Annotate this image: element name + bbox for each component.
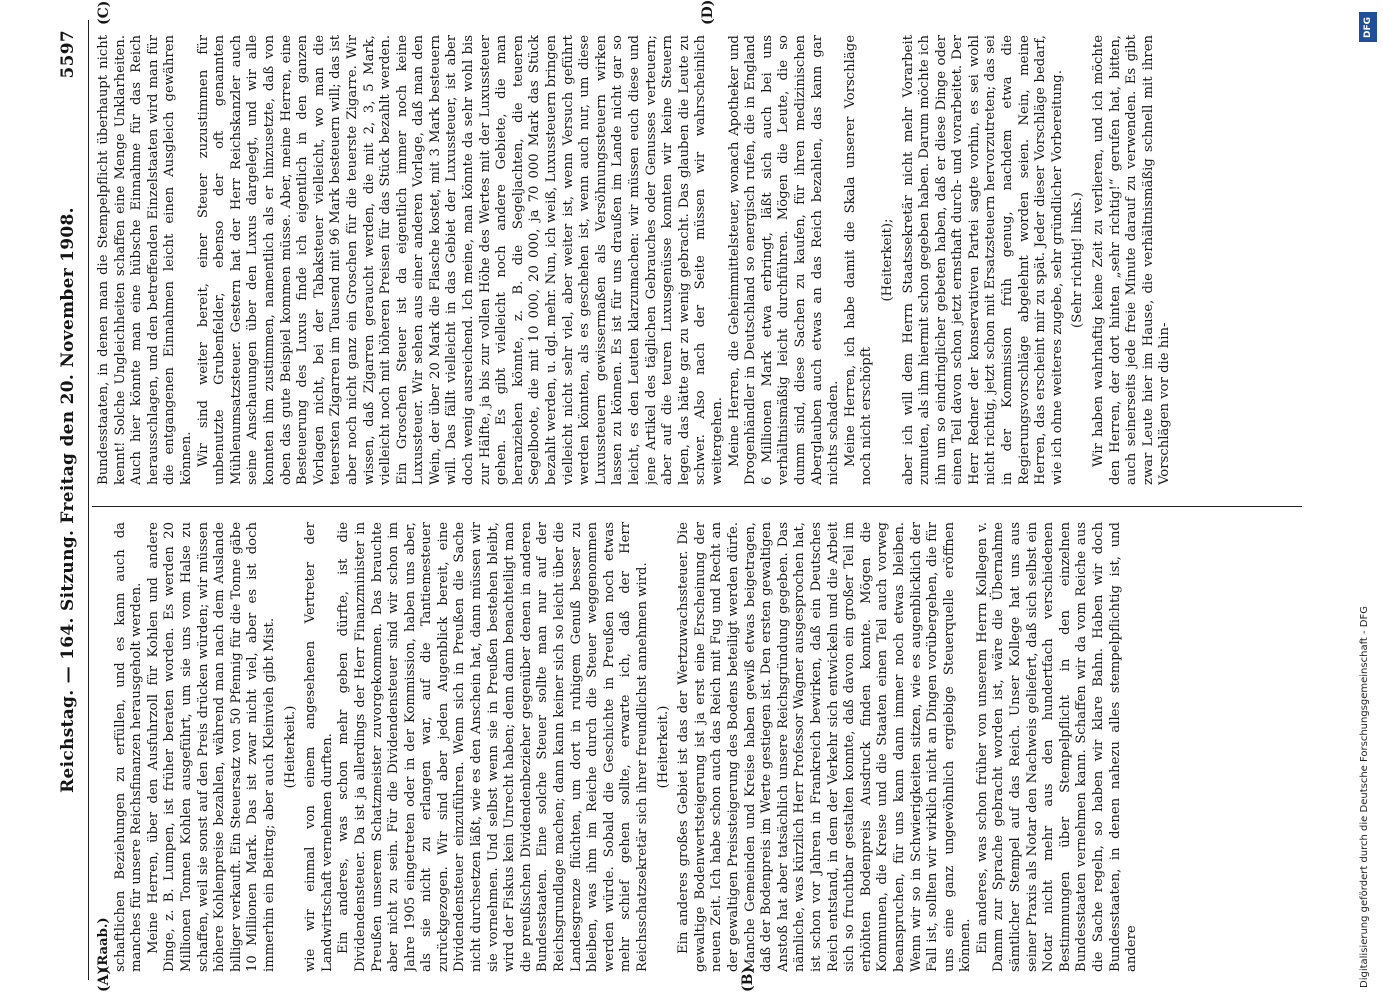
page-number: 5597 [58,30,78,79]
header-title: Reichstag. — 164. Sitzung. Freitag den 20. November 1908. [58,207,78,793]
digitization-note [1357,6,1377,994]
paragraph: Meine Herren, über den Ausfuhrzoll für Kohlen und andere Dinge, z. B. Lumpen, ist früher beraten worden. Es werden 20 Millionen Tonnen Kohlen ausgeführt, um sie uns vom Halse zu schaffen, weil sie sonst auf den Preis drücken würden; wir müssen höhere Kohlenpreise bezahlen, während man nach dem Auslande billiger verkauft. Ein Steuersatz von 50 Pfennig für die Tonne gäbe 10 Millionen Mark. Das ist zwar nicht viel, aber es ist doch immerhin ein Beitrag; aber auch Kleinvieh gibt Mist. [145,522,277,972]
paragraph: Wir haben wahrhaftig keine Zeit zu verlieren, und ich möchte den Herren, der dort hinten „sehr richtig!“ gerufen hat, bitten, auch seinerseits jede freie Minute darauf zu verwenden. Es gibt zwar Leute hier im Hause, die verhältnismäßig schnell mit ihren Vorschlägen vor die hin- [1091,35,1173,485]
paragraph: Meine Herren, ich habe damit die Skala unserer Vorschläge noch nicht erschöpft [842,35,875,485]
interjection: (Sehr richtig! links.) [1070,192,1086,328]
interjection: (Heiterkeit); [879,218,895,302]
paragraph: Ein anderes, was schon mehr geben dürfte, ist die Dividendensteuer. Da ist ja allerdings der Herr Finanzminister in Preußen unserem Schatzmeister zuvorgekommen. Das brauchte aber nicht zu sein. Für die Dividendensteuer sind wir schon im Jahre 1905 eingetreten oder in der Kommission, haben uns aber, als sie nicht zu erlangen war, auf die Tantiemesteuer zurückgezogen. Wir sind aber jeden Augenblick bereit, eine Dividendensteuer einzuführen. Wenn sich in Preußen die Sache nicht durchsetzen läßt, wie es den Anschein hat, dann müssen wir sie vornehmen. Und selbst wenn sie in Preußen bestehen bleibt, wird der Fiskus kein Unrecht haben; denn dann benachteiligt man die preußischen Dividendenbezieher gegenüber denen in anderen Bundesstaaten. Eine solche Steuer sollte man nur auf der Reichsgrundlage machen; dann kann keiner sich so leicht über die Landesgrenze flüchten, um dort in ruhigem Genuß besser zu bleiben, was ihm im Reiche durch die Steuer weggenommen werden würde. Sobald die Geschichte in Preußen noch etwas mehr schief gehen sollte, erwarte ich, daß der Herr Reichsschatzsekretär sich ihrer freundlichst annehmen wird. [336,522,650,972]
paragraph: Bundesstaaten, in denen man die Stempelpflicht überhaupt nicht kennt! Solche Ungleichheiten schaffen eine Menge Unklarheiten. Auch hier könnte man eine hübsche Einnahme für das Reich herausschlagen, und den betreffenden Einzelstaaten wird man für die entgangenen Einnahmen leicht einen Ausgleich gewähren können. [96,35,194,485]
page-header [54,30,82,970]
margin-letter-c: (C) [96,0,112,25]
paragraph: Ein anderes großes Gebiet ist das der Wertzuwachssteuer. Die gewaltige Bodenwertsteigerung ist ja erst eine Erscheinung der neuen Zeit. Ich habe schon auch das Reich mit Fug und Recht an der gewaltigen Preissteigerung des Bodens beteiligt werden dürfe. Manche Gemeinden und Kreise haben gewiß etwas beigetragen, daß der Bodenpreis im Werte gestiegen ist. Den ersten gewaltigen Anstoß hat aber tatsächlich unsere Reichsgründung gegeben. Das nämliche, was kürzlich Herr Professor Wagner ausgesprochen hat, ist schon vor Jahren in Frankreich bewirken, daß ein Deutsches Reich entstand, in dem der Verkehr sich entwickeln und die Arbeit sich so fruchtbar gestalten konnte, daß davon ein großer Teil im erhöhten Bodenpreis Ausdruck finden konnte. Mögen die Kommunen, die Kreise und die Staaten einen Teil auch vorweg beanspruchen, für uns kann dann immer noch etwas bleiben. Wenn wir so in Schwierigkeiten sitzen, wie es augenblicklich der Fall ist, sollten wir wirklich nicht an Dingen vorübergehen, die für uns eine ganz ungewöhnlich ergiebige Steuerquelle eröffnen können. [676,522,974,972]
paragraph: wie wir einmal von einem angesehenen Vertreter der Landwirtschaft vernehmen durften. [303,522,335,972]
speaker-name: (Raab.) [96,917,111,972]
paragraph: Meine Herren, die Geheimmittelsteuer, wonach Apotheker und Drogenhändler in Deutschland so energisch rufen, die in England 6 Millionen Mark etwa erbringt, läßt sich auch bei uns verhältnismäßig leicht durchführen. Mögen die Leute, die so dumm sind, diese Sachen zu kaufen, für ihren medizinischen Aberglauben auch etwas an das Reich bezahlen, das kann gar nichts schaden. [726,35,842,485]
margin-letter-d: (D) [700,0,716,25]
interjection: (Heiterkeit.) [655,705,671,789]
left-column [96,522,1296,972]
paragraph: Ein anderes, was schon früher von unserem Herrn Kollegen v. Damm zur Sprache gebracht worden ist, wäre die Übernahme sämtlicher Stempel auf das Reich. Unser Kollege hat uns aus seiner Praxis als Notar den Nachweis geliefert, daß sich selbst ein Notar nicht mehr aus den hundertfach verschiedenen Bestimmungen über Stempelpflicht in den einzelnen Bundesstaaten vernehmen kann. Schaffen wir da vom Reiche aus die Sache regeln, so haben wir klare Bahn. Haben wir doch Bundesstaaten, in denen nahezu alles stempelpflichtig ist, und andere [974,522,1140,972]
paragraph: schaftlichen Beziehungen zu erfüllen, und es kann auch da manches für unsere Reichsfinanzen herausgeholt werden. [112,522,145,972]
column-divider [92,506,1302,507]
interjection: (Heiterkeit.) [282,705,298,789]
dfg-logo: DFG [1359,12,1377,42]
right-column [96,35,1296,485]
margin-letter-a: (A) [96,967,112,992]
digitization-credit: Digitalisierung gefördert durch die Deutsche Forschungsgemeinschaft - DFG [1359,605,1370,988]
paragraph: Wir sind weiter bereit, einer Steuer zuzustimmen für unbenutzte Grubenfelder, ebenso der oft genannten Mühlenumsatzsteuer. Gestern hat der Herr Reichskanzler auch seine Anschauungen über den Luxus dargelegt, und wir alle konnten ihm zustimmen, namentlich als er hinzusetzte, daß von oben das gute Beispiel kommen müsse. Aber, meine Herren, eine Besteuerung des Luxus finde ich eigentlich in den ganzen Vorlagen nicht, bei der Tabaksteuer vielleicht, wo man die teuersten Zigarren im Tausend mit 96 Mark besteuern will; das ist aber noch nicht ganz ein Groschen für die teuerste Zigarre. Wir wissen, daß Zigarren geraucht werden, die mit 2, 3, 5 Mark, vielleicht noch mit höheren Preisen für das Stück bezahlt werden. Ein Groschen Steuer ist da eigentlich immer noch keine Luxussteuer. Wir sehen aus einer anderen Vorlage, daß man den Wein, der über 20 Mark die Flasche kostet, mit 3 Mark besteuern will. Das fällt vielleicht in das Gebiet der Luxussteuer, ist aber doch wenig ausreichend. Ich meine, man könnte da sehr wohl bis zur Hälfte, ja bis zur vollen Höhe des Wertes mit der Luxussteuer gehen. Es gibt vielleicht noch andere Gebiete, die man heranziehen könnte, z. B. die Segeljachten, die teueren Segelboote, die mit 10 000, 20 000, ja 70 000 Mark das Stück bezahlt werden, u. dgl. mehr. Nun, ich weiß, Luxussteuern bringen vielleicht nicht sehr viel, aber weiter ist, wenn Versuch geführt werden könnten, als es geschehen ist, wenn auch nur, um diese Luxussteuern gewissermaßen als Versöhnungssteuern wirken lassen zu können. Es ist für uns draußen im Lande nicht gar so leicht, es den Leuten klarzumachen: wir müssen euch diese und jene Artikel des täglichen Gebrauches oder Genusses verteuern; aber auf die teuren Luxusgenüsse konnten wir keine Steuern legen, das hätte gar zu wenig gebracht. Das glauben die Leute zu schwer. Also nach der Seite müssen wir wahrscheinlich weitergehen. [195,35,725,485]
margin-letter-b: (B) [740,966,756,992]
paragraph: aber ich will dem Herrn Staatssekretär nicht mehr Vorarbeit zumuten, als ihm hiermit schon gegeben haben. Darum möchte ich ihn um so eindringlicher gebeten haben, daß er diese Dinge oder einen Teil davon schon jetzt ernsthaft durch- und vorarbeitet. Der Herr Redner der konservativen Partei sagte vorhin, es sei wohl nicht richtig, jetzt schon mit Ersatzsteuern hervorzutreten; das sei in der Kommission früh genug, nachdem etwa die Regierungsvorschläge abgelehnt worden seien. Nein, meine Herren, das erscheint mir zu spät. Jeder dieser Vorschläge bedarf, wie ich ohne weiteres zugebe, sehr gründlicher Vorbereitung. [900,35,1065,485]
header-rule [88,20,89,980]
